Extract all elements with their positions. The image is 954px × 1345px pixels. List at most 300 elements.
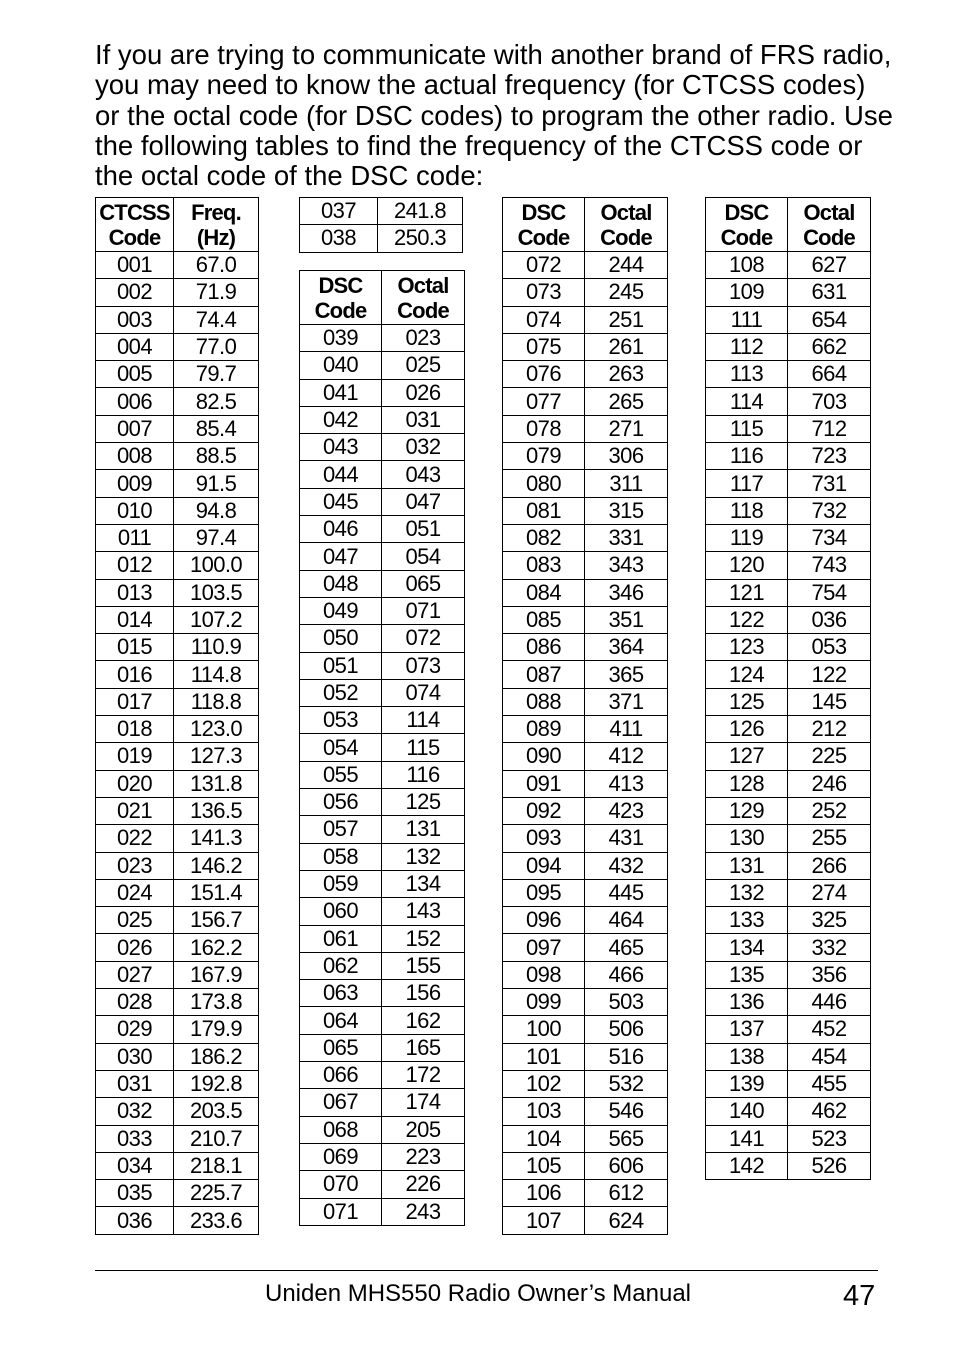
value-cell: 141.3: [174, 825, 259, 852]
table-row: [503, 770, 668, 797]
code-cell: 107: [503, 1207, 585, 1234]
value-cell: 452: [788, 1016, 871, 1043]
table-row: [503, 1152, 668, 1179]
table-row: [503, 716, 668, 743]
value-cell: 245: [585, 279, 668, 306]
table-row: [503, 825, 668, 852]
table-row: [706, 415, 871, 442]
code-cell: 061: [300, 925, 382, 952]
table-row: [96, 1098, 259, 1125]
table-row: [96, 1152, 259, 1179]
code-cell: 075: [503, 333, 585, 360]
value-cell: 025: [382, 352, 465, 379]
value-cell: 271: [585, 415, 668, 442]
code-cell: 131: [706, 852, 788, 879]
table-row: [96, 252, 259, 279]
value-cell: 036: [788, 606, 871, 633]
code-cell: 096: [503, 907, 585, 934]
code-cell: 111: [706, 306, 788, 333]
table-row: [96, 825, 259, 852]
code-cell: 011: [96, 524, 174, 551]
table-row: [503, 497, 668, 524]
value-cell: 754: [788, 579, 871, 606]
code-cell: 029: [96, 1016, 174, 1043]
code-cell: 036: [96, 1207, 174, 1234]
code-cell: 103: [503, 1098, 585, 1125]
value-cell: 606: [585, 1152, 668, 1179]
code-cell: 020: [96, 770, 174, 797]
code-cell: 125: [706, 688, 788, 715]
code-cell: 117: [706, 470, 788, 497]
table-row: [96, 1125, 259, 1152]
code-cell: 062: [300, 952, 382, 979]
code-cell: 089: [503, 716, 585, 743]
table-row: [96, 1070, 259, 1097]
value-cell: 225.7: [174, 1180, 259, 1207]
code-cell: 094: [503, 852, 585, 879]
code-cell: 054: [300, 734, 382, 761]
code-cell: 139: [706, 1070, 788, 1097]
table-row: [706, 470, 871, 497]
value-cell: 462: [788, 1098, 871, 1125]
table-row: [706, 770, 871, 797]
code-cell: 010: [96, 497, 174, 524]
value-cell: 132: [382, 843, 465, 870]
value-cell: 306: [585, 443, 668, 470]
table-row: [706, 1043, 871, 1070]
value-cell: 122: [788, 661, 871, 688]
table-row: [300, 1034, 465, 1061]
header-octal-code: Octal Code: [585, 198, 668, 252]
code-cell: 135: [706, 961, 788, 988]
value-cell: 172: [382, 1062, 465, 1089]
code-cell: 063: [300, 980, 382, 1007]
code-cell: 121: [706, 579, 788, 606]
value-cell: 151.4: [174, 879, 259, 906]
value-cell: 173.8: [174, 989, 259, 1016]
table-row: [300, 625, 465, 652]
value-cell: 225: [788, 743, 871, 770]
value-cell: 356: [788, 961, 871, 988]
table-row: [96, 634, 259, 661]
value-cell: 218.1: [174, 1152, 259, 1179]
table-row: [96, 1016, 259, 1043]
value-cell: 053: [788, 634, 871, 661]
code-cell: 041: [300, 379, 382, 406]
table-row: [706, 634, 871, 661]
value-cell: 351: [585, 606, 668, 633]
code-cell: 014: [96, 606, 174, 633]
table-row: [96, 743, 259, 770]
table-row: [503, 388, 668, 415]
table-row: [96, 388, 259, 415]
table-row: [300, 1007, 465, 1034]
table-row: [300, 1171, 465, 1198]
table-row: [706, 306, 871, 333]
value-cell: 205: [382, 1116, 465, 1143]
value-cell: 654: [788, 306, 871, 333]
value-cell: 445: [585, 879, 668, 906]
value-cell: 255: [788, 825, 871, 852]
table-row: [300, 434, 465, 461]
table-row: [300, 1062, 465, 1089]
code-cell: 105: [503, 1152, 585, 1179]
value-cell: 455: [788, 1070, 871, 1097]
code-cell: 077: [503, 388, 585, 415]
code-cell: 129: [706, 797, 788, 824]
table-row: [503, 552, 668, 579]
value-cell: 265: [585, 388, 668, 415]
value-cell: 67.0: [174, 252, 259, 279]
code-cell: 003: [96, 306, 174, 333]
code-cell: 141: [706, 1125, 788, 1152]
value-cell: 506: [585, 1016, 668, 1043]
value-cell: 131.8: [174, 770, 259, 797]
table-row: [706, 579, 871, 606]
table-row: [300, 925, 465, 952]
value-cell: 74.4: [174, 306, 259, 333]
dsc-table-2: [502, 197, 668, 1235]
code-cell: 126: [706, 716, 788, 743]
table-row: [300, 1198, 465, 1225]
table-row: [300, 352, 465, 379]
header-ctcss-code: CTCSS Code: [96, 198, 174, 252]
table-row: [300, 1143, 465, 1170]
code-cell: 057: [300, 816, 382, 843]
value-cell: 91.5: [174, 470, 259, 497]
code-cell: 070: [300, 1171, 382, 1198]
value-cell: 100.0: [174, 552, 259, 579]
value-cell: 125: [382, 789, 465, 816]
table-row: [96, 497, 259, 524]
table-row: [503, 524, 668, 551]
table-row: [706, 443, 871, 470]
table-row: [706, 388, 871, 415]
table-row: [300, 461, 465, 488]
header-dsc-code: DSC Code: [706, 198, 788, 252]
table-row: [503, 1207, 668, 1234]
code-cell: 100: [503, 1016, 585, 1043]
value-cell: 167.9: [174, 961, 259, 988]
value-cell: 212: [788, 716, 871, 743]
table-row: [503, 279, 668, 306]
value-cell: 072: [382, 625, 465, 652]
table-row: [300, 980, 465, 1007]
code-cell: 080: [503, 470, 585, 497]
table-row: [503, 415, 668, 442]
code-cell: 004: [96, 333, 174, 360]
table-row: [300, 816, 465, 843]
code-cell: 086: [503, 634, 585, 661]
value-cell: 115: [382, 734, 465, 761]
code-cell: 069: [300, 1143, 382, 1170]
table-row: [706, 852, 871, 879]
code-cell: 006: [96, 388, 174, 415]
value-cell: 315: [585, 497, 668, 524]
value-cell: 065: [382, 570, 465, 597]
code-cell: 050: [300, 625, 382, 652]
value-cell: 431: [585, 825, 668, 852]
value-cell: 156.7: [174, 907, 259, 934]
table-row: [300, 597, 465, 624]
value-cell: 127.3: [174, 743, 259, 770]
value-cell: 332: [788, 934, 871, 961]
dsc-table-3: [705, 197, 871, 1180]
table-row: [96, 552, 259, 579]
code-cell: 046: [300, 516, 382, 543]
value-cell: 179.9: [174, 1016, 259, 1043]
code-cell: 137: [706, 1016, 788, 1043]
value-cell: 266: [788, 852, 871, 879]
page-number: 47: [843, 1280, 876, 1312]
code-cell: 043: [300, 434, 382, 461]
code-cell: 017: [96, 688, 174, 715]
code-cell: 056: [300, 789, 382, 816]
table-row: [503, 443, 668, 470]
code-cell: 098: [503, 961, 585, 988]
value-cell: 145: [788, 688, 871, 715]
table-row: [300, 707, 465, 734]
code-cell: 081: [503, 497, 585, 524]
code-cell: 013: [96, 579, 174, 606]
table-row: [96, 333, 259, 360]
table-row: [706, 1125, 871, 1152]
table-row: [706, 716, 871, 743]
table-row: [706, 907, 871, 934]
code-cell: 093: [503, 825, 585, 852]
value-cell: 565: [585, 1125, 668, 1152]
value-cell: 413: [585, 770, 668, 797]
table-row: [96, 879, 259, 906]
ctcss-continued-table: [299, 197, 463, 253]
table-row: [706, 879, 871, 906]
code-cell: 040: [300, 352, 382, 379]
table-row: [503, 1125, 668, 1152]
code-cell: 018: [96, 716, 174, 743]
code-cell: 095: [503, 879, 585, 906]
table-row: [96, 579, 259, 606]
table-row: [503, 634, 668, 661]
code-cell: 124: [706, 661, 788, 688]
table-row: [706, 825, 871, 852]
value-cell: 162: [382, 1007, 465, 1034]
table-row: [503, 688, 668, 715]
value-cell: 023: [382, 325, 465, 352]
table-row: [706, 961, 871, 988]
code-cell: 108: [706, 252, 788, 279]
table-row: [300, 1089, 465, 1116]
code-cell: 042: [300, 406, 382, 433]
table-row: [503, 934, 668, 961]
code-cell: 140: [706, 1098, 788, 1125]
table-row: [300, 843, 465, 870]
table-row: [300, 1116, 465, 1143]
table-row: [503, 252, 668, 279]
code-cell: 097: [503, 934, 585, 961]
table-row: [96, 989, 259, 1016]
value-cell: 631: [788, 279, 871, 306]
code-cell: 038: [300, 225, 378, 252]
code-cell: 032: [96, 1098, 174, 1125]
code-cell: 033: [96, 1125, 174, 1152]
value-cell: 031: [382, 406, 465, 433]
table-row: [503, 797, 668, 824]
table-row: [503, 907, 668, 934]
table-row: [96, 907, 259, 934]
code-cell: 120: [706, 552, 788, 579]
table-row: [706, 797, 871, 824]
value-cell: 624: [585, 1207, 668, 1234]
value-cell: 165: [382, 1034, 465, 1061]
code-cell: 109: [706, 279, 788, 306]
code-cell: 005: [96, 361, 174, 388]
footer-divider: [95, 1270, 878, 1271]
value-cell: 152: [382, 925, 465, 952]
value-cell: 071: [382, 597, 465, 624]
code-cell: 027: [96, 961, 174, 988]
table-row: [706, 252, 871, 279]
value-cell: 107.2: [174, 606, 259, 633]
value-cell: 263: [585, 361, 668, 388]
value-cell: 210.7: [174, 1125, 259, 1152]
table-row: [96, 852, 259, 879]
code-cell: 067: [300, 1089, 382, 1116]
table-row: [706, 989, 871, 1016]
table-row: [503, 989, 668, 1016]
code-cell: 112: [706, 333, 788, 360]
table-row: [300, 225, 463, 252]
code-cell: 084: [503, 579, 585, 606]
code-cell: 015: [96, 634, 174, 661]
value-cell: 116: [382, 761, 465, 788]
code-cell: 030: [96, 1043, 174, 1070]
code-cell: 127: [706, 743, 788, 770]
code-cell: 021: [96, 797, 174, 824]
code-cell: 007: [96, 415, 174, 442]
value-cell: 223: [382, 1143, 465, 1170]
code-cell: 059: [300, 870, 382, 897]
value-cell: 233.6: [174, 1207, 259, 1234]
value-cell: 192.8: [174, 1070, 259, 1097]
table-row: [706, 1152, 871, 1179]
code-cell: 058: [300, 843, 382, 870]
value-cell: 546: [585, 1098, 668, 1125]
header-dsc-code: DSC Code: [503, 198, 585, 252]
value-cell: 032: [382, 434, 465, 461]
code-cell: 132: [706, 879, 788, 906]
value-cell: 664: [788, 361, 871, 388]
code-cell: 106: [503, 1180, 585, 1207]
code-cell: 078: [503, 415, 585, 442]
table-row: [96, 661, 259, 688]
table-row: [706, 743, 871, 770]
code-cell: 083: [503, 552, 585, 579]
code-cell: 008: [96, 443, 174, 470]
table-row: [96, 606, 259, 633]
code-cell: 001: [96, 252, 174, 279]
code-cell: 016: [96, 661, 174, 688]
code-cell: 047: [300, 543, 382, 570]
table-row: [96, 524, 259, 551]
table-row: [503, 579, 668, 606]
table-row: [706, 1070, 871, 1097]
table-row: [300, 406, 465, 433]
table-row: [503, 961, 668, 988]
code-cell: 090: [503, 743, 585, 770]
value-cell: 250.3: [378, 225, 463, 252]
value-cell: 503: [585, 989, 668, 1016]
code-cell: 128: [706, 770, 788, 797]
value-cell: 118.8: [174, 688, 259, 715]
value-cell: 77.0: [174, 333, 259, 360]
table-row: [96, 1180, 259, 1207]
value-cell: 523: [788, 1125, 871, 1152]
table-row: [503, 852, 668, 879]
code-cell: 009: [96, 470, 174, 497]
value-cell: 047: [382, 488, 465, 515]
table-row: [96, 279, 259, 306]
value-cell: 156: [382, 980, 465, 1007]
table-row: [503, 1098, 668, 1125]
value-cell: 114: [382, 707, 465, 734]
value-cell: 532: [585, 1070, 668, 1097]
value-cell: 331: [585, 524, 668, 551]
value-cell: 94.8: [174, 497, 259, 524]
table-row: [300, 789, 465, 816]
value-cell: 662: [788, 333, 871, 360]
code-cell: 085: [503, 606, 585, 633]
value-cell: 244: [585, 252, 668, 279]
table-row: [96, 770, 259, 797]
code-cell: 064: [300, 1007, 382, 1034]
code-cell: 052: [300, 679, 382, 706]
table-row: [503, 1043, 668, 1070]
value-cell: 82.5: [174, 388, 259, 415]
header-octal-code: Octal Code: [382, 271, 465, 325]
table-row: [300, 543, 465, 570]
code-cell: 087: [503, 661, 585, 688]
table-row: [503, 361, 668, 388]
code-cell: 055: [300, 761, 382, 788]
table-row: [300, 734, 465, 761]
value-cell: 703: [788, 388, 871, 415]
value-cell: 612: [585, 1180, 668, 1207]
table-row: [300, 898, 465, 925]
code-cell: 022: [96, 825, 174, 852]
code-cell: 102: [503, 1070, 585, 1097]
value-cell: 134: [382, 870, 465, 897]
value-cell: 743: [788, 552, 871, 579]
value-cell: 251: [585, 306, 668, 333]
value-cell: 162.2: [174, 934, 259, 961]
value-cell: 155: [382, 952, 465, 979]
table-row: [300, 870, 465, 897]
value-cell: 043: [382, 461, 465, 488]
code-cell: 091: [503, 770, 585, 797]
value-cell: 274: [788, 879, 871, 906]
value-cell: 346: [585, 579, 668, 606]
value-cell: 526: [788, 1152, 871, 1179]
table-row: [706, 688, 871, 715]
footer-manual-title: Uniden MHS550 Radio Owner’s Manual: [265, 1280, 691, 1307]
value-cell: 364: [585, 634, 668, 661]
table-row: [96, 306, 259, 333]
code-cell: 119: [706, 524, 788, 551]
value-cell: 79.7: [174, 361, 259, 388]
code-cell: 044: [300, 461, 382, 488]
table-row: [503, 1180, 668, 1207]
code-cell: 072: [503, 252, 585, 279]
